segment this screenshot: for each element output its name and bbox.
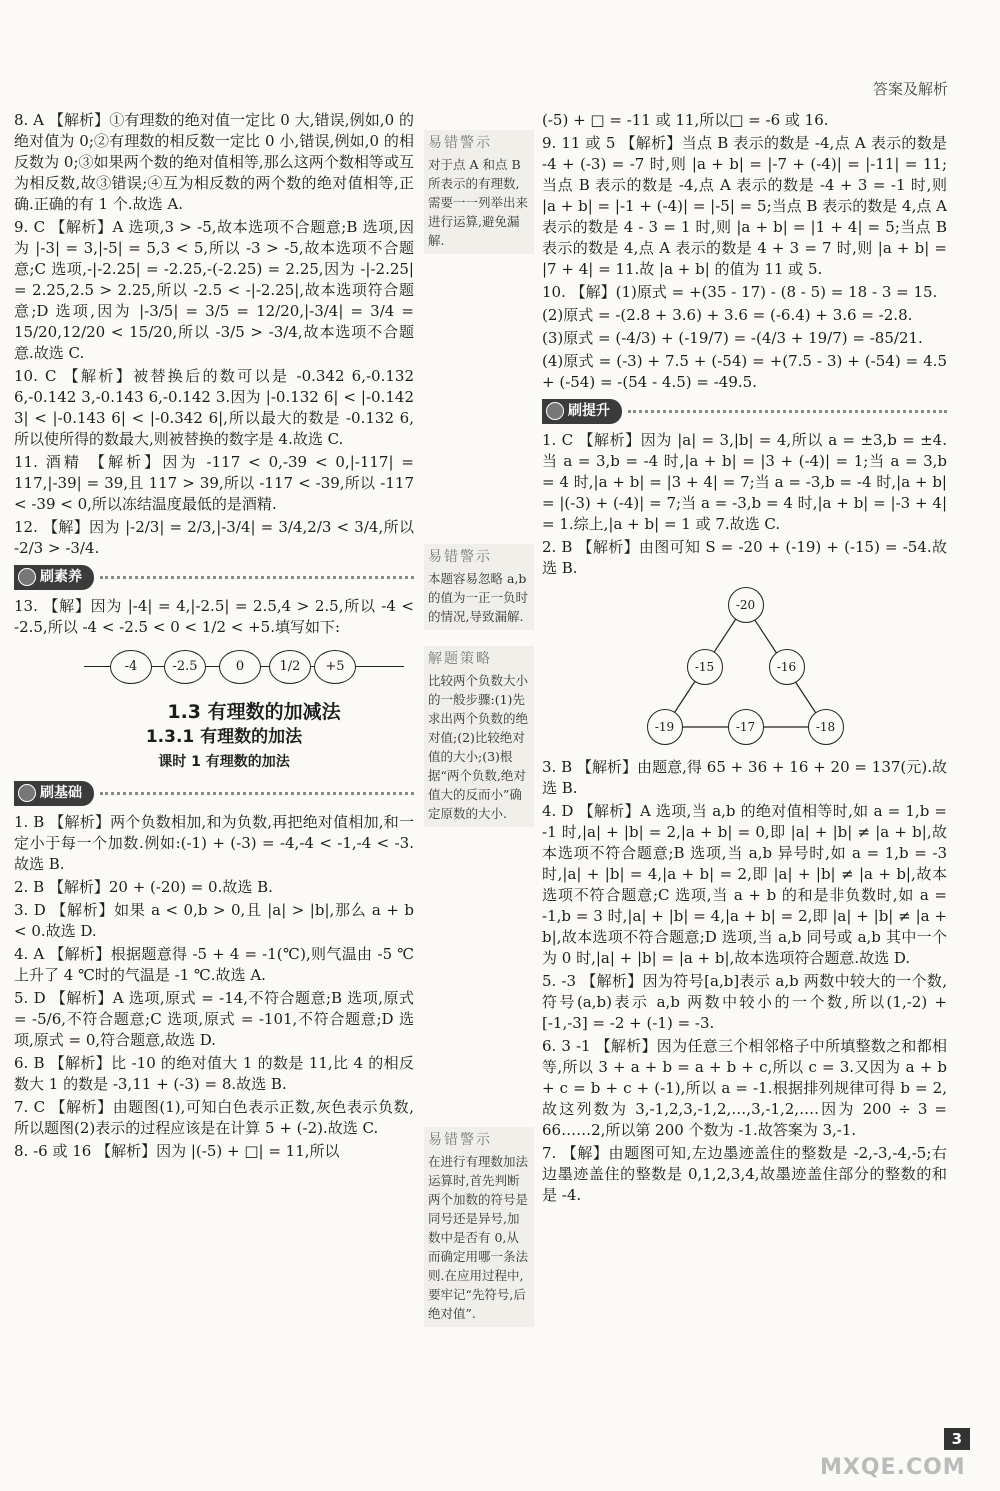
note-title: 易错警示 [428, 135, 492, 151]
answer-item: 10. 【解】(1)原式 = +(35 - 17) - (8 - 5) = 18 - 3 = 15. [542, 283, 938, 301]
answer-item: (-5) + □ = -11 或 11,所以□ = -6 或 16. [542, 111, 829, 129]
triangle-node: -20 [728, 587, 764, 623]
note-text: 在进行有理数加法运算时,首先判断两个加数的符号是同号还是异号,加数中是否有 0,从而确定用哪一条法则.在应用过程中,要牢记“先符号,后绝对值”. [428, 1154, 529, 1321]
section-divider [628, 410, 947, 413]
answer-item: 6. 3 -1 【解析】因为任意三个相邻格子中所填整数之和都相等,所以 3 + a + b = a + b + c,所以 c = 3.又因为 a + b + c = b + c + (-1),所以 a = -1.根据排列规律可得 b = 2,故这列数为 3,-1,2,3,-1,2,…,3,-1,2,….因为 200 ÷ 3 = 66……2,所以第 200 个数为 -1.故答案为 3,-1. [542, 1037, 947, 1139]
left-column [14, 110, 414, 1164]
number-line [14, 642, 414, 692]
answer-item: 7. 【解】由题图可知,左边墨迹盖住的整数是 -2,-3,-4,-5;右边墨迹盖住的整数是 0,1,2,3,4,故墨迹盖住部分的整数的和是 -4. [542, 1144, 947, 1204]
section-header-tisheng [542, 399, 947, 424]
page-number: 3 [944, 1428, 970, 1450]
section-badge: 刷素养 [14, 565, 94, 590]
answer-item: 3. D 【解析】如果 a < 0,b > 0,且 |a| > |b|,那么 a + b < 0.故选 D. [14, 901, 414, 940]
number-line-circle: -4 [110, 650, 152, 684]
answer-item: 8. A 【解析】①有理数的绝对值一定比 0 大,错误,例如,0 的绝对值为 0;②有理数的相反数一定比 0 小,错误,例如,0 的相反数为 0;③如果两个数的绝对值相等,那么这两个数相等或互为相反数,故③错误;④互为相反数的两个数的绝对值相等,正确.正确的有 1 个.故选 A. [14, 111, 414, 213]
note-text: 比较两个负数大小的一般步骤:(1)先求出两个负数的绝对值;(2)比较绝对值的大小;(3)根据“两个负数,绝对值大的反而小”确定原数的大小. [428, 673, 529, 821]
answer-item: (2)原式 = -(2.8 + 3.6) + 3.6 = (-6.4) + 3.6 = -2.8. [542, 306, 913, 324]
tip-note [424, 544, 534, 630]
answer-item: 11. 酒精 【解析】因为 -117 < 0,-39 < 0,|-117| = 117,|-39| = 39,且 117 > 39,所以 -117 < -39,所以 -117 < -39 < 0,所以冻结温度最低的是酒精. [14, 453, 414, 513]
note-text: 对于点 A 和点 B 所表示的有理数,需要一一列举出来进行运算,避免漏解. [428, 157, 529, 248]
answer-item: 2. B 【解析】由图可知 S = -20 + (-19) + (-15) = -54.故选 B. [542, 538, 947, 577]
answer-item: 2. B 【解析】20 + (-20) = 0.故选 B. [14, 878, 273, 896]
answer-item: 3. B 【解析】由题意,得 65 + 36 + 16 + 20 = 137(元).故选 B. [542, 758, 947, 797]
section-divider [100, 576, 414, 579]
answer-item: 7. C 【解析】由题图(1),可知白色表示正数,灰色表示负数,所以题图(2)表示的过程应该是在计算 5 + (-2).故选 C. [14, 1098, 414, 1137]
number-line-circle: +5 [314, 650, 356, 684]
note-text: 本题容易忽略 a,b 的值为一正一负时的情况,导致漏解. [428, 571, 529, 624]
sidebar-notes [424, 110, 534, 1343]
answer-item: 5. D 【解析】A 选项,原式 = -14,不符合题意;B 选项,原式 = -5/6,不符合题意;C 选项,原式 = -101,不符合题意;D 选项,原式 = 0,符合题意,故选 D. [14, 989, 414, 1049]
triangle-node: -19 [647, 709, 683, 745]
number-line-circle: 1/2 [269, 650, 311, 684]
answer-item: 5. -3 【解析】因为符号[a,b]表示 a,b 两数中较大的一个数,符号(a,b)表示 a,b 两数中较小的一个数,所以(1,-2) + [-1,-3] = -2 + (-1) = -3. [542, 972, 947, 1032]
answer-item: 9. 11 或 5 【解析】当点 B 表示的数是 -4,点 A 表示的数是 -4 + (-3) = -7 时,则 |a + b| = |-7 + (-4)| = |-11| = 11;当点 B 表示的数是 -4,点 A 表示的数是 -4 + 3 = -1 时,则 |a + b| = |-1 + (-4)| = |-5| = 5;当点 B 表示的数是 4,点 A 表示的数是 4 - 3 = 1 时,则 |a + b| = |1 + 4| = 5;当点 B 表示的数是 4,点 A 表示的数是 4 + 3 = 7 时,则 |a + b| = |7 + 4| = 11.故 |a + b| 的值为 11 或 5. [542, 134, 947, 278]
section-header-jichu [14, 781, 414, 806]
triangle-node: -15 [687, 649, 723, 685]
answer-item: (3)原式 = (-4/3) + (-19/7) = -(4/3 + 19/7) = -85/21. [542, 329, 923, 347]
answer-item: 13. 【解】因为 |-4| = 4,|-2.5| = 2.5,4 > 2.5,所以 -4 < -2.5,所以 -4 < -2.5 < 0 < 1/2 < +5.填写如下: [14, 597, 414, 636]
answer-item: 10. C 【解析】被替换后的数可以是 -0.342 6,-0.132 6,-0.142 3,-0.143 6,-0.142 3.因为 |-0.132 6| < |-0.142 3| < |-0.143 6| < |-0.342 6|,所以最大的数是 -0.132 6,所以使所得的数最大,则被替换的数字是 4.故选 C. [14, 367, 414, 448]
note-title: 解题策略 [428, 651, 492, 667]
section-divider [100, 792, 414, 795]
tip-note [424, 646, 534, 827]
number-line-circle: -2.5 [164, 650, 206, 684]
answer-item: 8. -6 或 16 【解析】因为 |(-5) + □| = 11,所以 [14, 1142, 340, 1160]
number-line-circle: 0 [219, 650, 261, 684]
triangle-diagram [635, 587, 855, 747]
note-title: 易错警示 [428, 1132, 492, 1148]
answer-item: (4)原式 = (-3) + 7.5 + (-54) = +(7.5 - 3) + (-54) = 4.5 + (-54) = -(54 - 4.5) = -49.5. [542, 352, 947, 391]
triangle-node: -17 [728, 709, 764, 745]
note-title: 易错警示 [428, 549, 492, 565]
answer-item: 12. 【解】因为 |-2/3| = 2/3,|-3/4| = 3/4,2/3 < 3/4,所以 -2/3 > -3/4. [14, 518, 414, 557]
triangle-node: -18 [808, 709, 844, 745]
lesson-title: 课时 1 有理数的加法 [158, 754, 290, 770]
section-subtitle: 1.3.1 有理数的加法 [145, 727, 303, 747]
answer-item: 4. A 【解析】根据题意得 -5 + 4 = -1(℃),则气温由 -5 ℃上升了 4 ℃时的气温是 -1 ℃.故选 A. [14, 945, 414, 984]
section-badge: 刷提升 [542, 399, 622, 424]
triangle-node: -16 [769, 649, 805, 685]
answer-item: 1. B 【解析】两个负数相加,和为负数,再把绝对值相加,和一定小于每一个加数.例如:(-1) + (-3) = -4,-4 < -1,-4 < -3.故选 B. [14, 813, 414, 873]
answer-item: 6. B 【解析】比 -10 的绝对值大 1 的数是 11,比 4 的相反数大 1 的数是 -3,11 + (-3) = 8.故选 B. [14, 1054, 414, 1093]
section-badge: 刷基础 [14, 781, 94, 806]
answer-item: 9. C 【解析】A 选项,3 > -5,故本选项不合题意;B 选项,因为 |-3| = 3,|-5| = 5,3 < 5,所以 -3 > -5,故本选项不合题意;C 选项,-|-2.25| = -2.25,-(-2.25) = 2.25,因为 -|-2.25| = 2.25,2.5 > 2.25,所以 -2.5 < -|-2.25|,故本选项符合题意;D 选项,因为 |-3/5| = 3/5 = 12/20,|-3/4| = 3/4 = 15/20,12/20 < 15/20,所以 -3/5 > -3/4,故本选项不合题意.故选 C. [14, 218, 414, 362]
tip-note [424, 130, 534, 254]
watermark: MXQE.COM [820, 1455, 966, 1480]
answer-item: 4. D 【解析】A 选项,当 a,b 的绝对值相等时,如 a = 1,b = -1 时,|a| + |b| = 2,|a + b| = 0,即 |a| + |b| ≠ |a + b|,故本选项不符合题意;B 选项,当 a,b 异号时,如 a = 1,b = -3 时,|a| + |b| = 4,|a + b| = 2,即 |a| + |b| ≠ |a + b|,故本选项不符合题意;C 选项,当 a + b 的和是非负数时,如 a = -1,b = 3 时,|a| + |b| = 4,|a + b| = 2,即 |a| + |b| ≠ |a + b|,故本选项不符合题意;D 选项,当 a,b 同号或 a,b 其中一个为 0 时,|a| + |b| = |a + b|,故本选项符合题意.故选 D. [542, 802, 947, 967]
answer-item: 1. C 【解析】因为 |a| = 3,|b| = 4,所以 a = ±3,b = ±4.当 a = 3,b = -4 时,|a + b| = |3 + (-4)| = 1;当 a = 3,b = 4 时,|a + b| = |3 + 4| = 7;当 a = -3,b = -4 时,|a + b| = |(-3) + (-4)| = 7;当 a = -3,b = 4 时,|a + b| = |-3 + 4| = 1.综上,|a + b| = 1 或 7.故选 C. [542, 431, 947, 533]
section-header-suyang [14, 565, 414, 590]
right-column [542, 110, 947, 1208]
chapter-title: 1.3 有理数的加减法 [167, 701, 341, 723]
tip-note [424, 1127, 534, 1327]
page-header: 答案及解析 [872, 80, 948, 98]
